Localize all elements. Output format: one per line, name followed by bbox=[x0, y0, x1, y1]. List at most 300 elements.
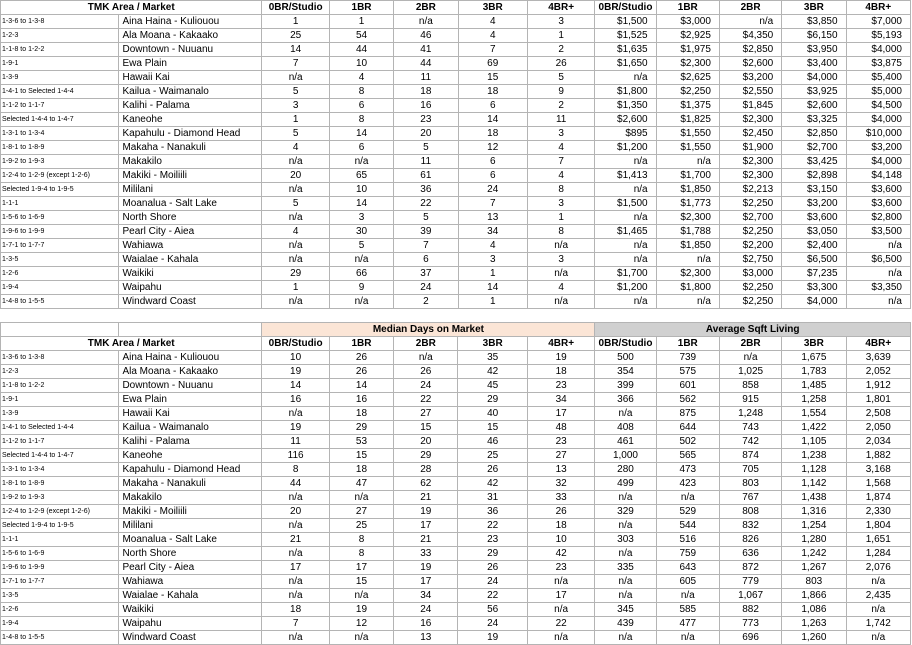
value-cell[interactable]: 39 bbox=[394, 225, 458, 239]
tmk-cell[interactable]: 1-7-1 to 1-7-7 bbox=[1, 575, 119, 589]
value-cell[interactable]: 575 bbox=[656, 365, 719, 379]
value-cell[interactable]: $3,600 bbox=[782, 211, 846, 225]
value-cell[interactable]: 1,801 bbox=[846, 393, 910, 407]
value-cell[interactable]: 18 bbox=[394, 85, 458, 99]
value-cell[interactable]: 7 bbox=[458, 43, 527, 57]
value-cell[interactable]: 3 bbox=[262, 99, 329, 113]
value-cell[interactable]: 743 bbox=[719, 421, 781, 435]
value-cell[interactable]: 11 bbox=[394, 155, 458, 169]
value-cell[interactable]: 22 bbox=[394, 393, 458, 407]
header-col[interactable]: 1BR bbox=[329, 337, 393, 351]
value-cell[interactable]: n/a bbox=[329, 295, 393, 309]
market-cell[interactable]: Pearl City - Aiea bbox=[119, 561, 262, 575]
value-cell[interactable]: 3 bbox=[527, 197, 594, 211]
header-col[interactable]: 3BR bbox=[782, 337, 846, 351]
value-cell[interactable]: 24 bbox=[394, 281, 458, 295]
value-cell[interactable]: 1 bbox=[527, 29, 594, 43]
value-cell[interactable]: 858 bbox=[719, 379, 781, 393]
value-cell[interactable]: n/a bbox=[262, 71, 329, 85]
value-cell[interactable]: $4,000 bbox=[846, 43, 910, 57]
header-col[interactable]: 0BR/Studio bbox=[595, 1, 656, 15]
value-cell[interactable]: 2,050 bbox=[846, 421, 910, 435]
value-cell[interactable]: n/a bbox=[595, 239, 656, 253]
value-cell[interactable]: 1,422 bbox=[782, 421, 846, 435]
value-cell[interactable]: 48 bbox=[527, 421, 594, 435]
tmk-cell[interactable]: 1-4-8 to 1-5-5 bbox=[1, 295, 119, 309]
market-cell[interactable]: Waipahu bbox=[119, 281, 262, 295]
value-cell[interactable]: 26 bbox=[329, 351, 393, 365]
value-cell[interactable]: 29 bbox=[262, 267, 329, 281]
tmk-cell[interactable]: 1-3-1 to 1-3-4 bbox=[1, 127, 119, 141]
value-cell[interactable]: n/a bbox=[262, 547, 329, 561]
value-cell[interactable]: $3,600 bbox=[846, 183, 910, 197]
value-cell[interactable]: n/a bbox=[719, 15, 781, 29]
value-cell[interactable]: 12 bbox=[458, 141, 527, 155]
value-cell[interactable]: 65 bbox=[329, 169, 393, 183]
value-cell[interactable]: 742 bbox=[719, 435, 781, 449]
value-cell[interactable]: 44 bbox=[394, 57, 458, 71]
value-cell[interactable]: 26 bbox=[458, 561, 527, 575]
value-cell[interactable]: 20 bbox=[262, 505, 329, 519]
value-cell[interactable]: 1,438 bbox=[782, 491, 846, 505]
value-cell[interactable]: $1,525 bbox=[595, 29, 656, 43]
value-cell[interactable]: 461 bbox=[595, 435, 656, 449]
value-cell[interactable]: $4,148 bbox=[846, 169, 910, 183]
value-cell[interactable]: 636 bbox=[719, 547, 781, 561]
value-cell[interactable]: 7 bbox=[394, 239, 458, 253]
value-cell[interactable]: 14 bbox=[329, 197, 393, 211]
value-cell[interactable]: n/a bbox=[329, 631, 393, 645]
market-cell[interactable]: Ala Moana - Kakaako bbox=[119, 365, 262, 379]
value-cell[interactable]: 14 bbox=[329, 379, 393, 393]
value-cell[interactable]: $2,250 bbox=[719, 281, 781, 295]
value-cell[interactable]: 21 bbox=[262, 533, 329, 547]
value-cell[interactable]: $2,625 bbox=[656, 71, 719, 85]
value-cell[interactable]: n/a bbox=[262, 183, 329, 197]
value-cell[interactable]: 33 bbox=[394, 547, 458, 561]
tmk-cell[interactable]: 1-2-4 to 1-2-9 (except 1-2-6) bbox=[1, 505, 119, 519]
value-cell[interactable]: n/a bbox=[527, 239, 594, 253]
value-cell[interactable]: 29 bbox=[458, 547, 527, 561]
value-cell[interactable]: 27 bbox=[527, 449, 594, 463]
value-cell[interactable]: 516 bbox=[656, 533, 719, 547]
tmk-cell[interactable]: 1-1-2 to 1-1-7 bbox=[1, 99, 119, 113]
value-cell[interactable]: n/a bbox=[262, 155, 329, 169]
tmk-cell[interactable]: 1-9-2 to 1-9-3 bbox=[1, 491, 119, 505]
value-cell[interactable]: $2,300 bbox=[719, 113, 781, 127]
value-cell[interactable]: 11 bbox=[262, 435, 329, 449]
value-cell[interactable]: 10 bbox=[262, 351, 329, 365]
value-cell[interactable]: 1,000 bbox=[595, 449, 656, 463]
market-cell[interactable]: Makaha - Nanakuli bbox=[119, 477, 262, 491]
value-cell[interactable]: 1,554 bbox=[782, 407, 846, 421]
value-cell[interactable]: 53 bbox=[329, 435, 393, 449]
market-cell[interactable]: Makakilo bbox=[119, 491, 262, 505]
value-cell[interactable]: 872 bbox=[719, 561, 781, 575]
value-cell[interactable]: 1 bbox=[262, 15, 329, 29]
value-cell[interactable]: 19 bbox=[527, 351, 594, 365]
tmk-cell[interactable]: 1-9-6 to 1-9-9 bbox=[1, 561, 119, 575]
value-cell[interactable]: 8 bbox=[262, 463, 329, 477]
value-cell[interactable]: 17 bbox=[329, 561, 393, 575]
value-cell[interactable]: $3,200 bbox=[782, 197, 846, 211]
value-cell[interactable]: 22 bbox=[394, 197, 458, 211]
market-cell[interactable]: Kalihi - Palama bbox=[119, 99, 262, 113]
market-cell[interactable]: Mililani bbox=[119, 183, 262, 197]
header-tmk-market[interactable]: TMK Area / Market bbox=[1, 1, 262, 15]
value-cell[interactable]: $6,150 bbox=[782, 29, 846, 43]
value-cell[interactable]: 882 bbox=[719, 603, 781, 617]
value-cell[interactable]: 18 bbox=[329, 463, 393, 477]
value-cell[interactable]: 3 bbox=[527, 253, 594, 267]
value-cell[interactable]: $1,500 bbox=[595, 15, 656, 29]
tmk-cell[interactable]: 1-3-5 bbox=[1, 253, 119, 267]
value-cell[interactable]: 29 bbox=[458, 393, 527, 407]
value-cell[interactable]: 2,435 bbox=[846, 589, 910, 603]
tmk-cell[interactable]: 1-1-1 bbox=[1, 533, 119, 547]
value-cell[interactable]: 14 bbox=[458, 281, 527, 295]
value-cell[interactable]: 1 bbox=[458, 295, 527, 309]
tmk-cell[interactable]: 1-1-8 to 1-2-2 bbox=[1, 379, 119, 393]
value-cell[interactable]: $3,600 bbox=[846, 197, 910, 211]
header-col[interactable]: 3BR bbox=[458, 1, 527, 15]
value-cell[interactable]: $1,975 bbox=[656, 43, 719, 57]
market-cell[interactable]: Waialae - Kahala bbox=[119, 589, 262, 603]
value-cell[interactable]: 14 bbox=[458, 113, 527, 127]
value-cell[interactable]: 345 bbox=[595, 603, 656, 617]
value-cell[interactable]: $2,400 bbox=[782, 239, 846, 253]
value-cell[interactable]: $3,325 bbox=[782, 113, 846, 127]
value-cell[interactable]: 3,639 bbox=[846, 351, 910, 365]
value-cell[interactable]: 1 bbox=[262, 281, 329, 295]
value-cell[interactable]: n/a bbox=[527, 267, 594, 281]
value-cell[interactable]: $3,300 bbox=[782, 281, 846, 295]
value-cell[interactable]: $4,500 bbox=[846, 99, 910, 113]
header-col[interactable]: 0BR/Studio bbox=[262, 1, 329, 15]
value-cell[interactable]: 1,675 bbox=[782, 351, 846, 365]
value-cell[interactable]: n/a bbox=[262, 295, 329, 309]
value-cell[interactable]: 22 bbox=[527, 617, 594, 631]
value-cell[interactable]: $1,413 bbox=[595, 169, 656, 183]
value-cell[interactable]: 408 bbox=[595, 421, 656, 435]
value-cell[interactable]: n/a bbox=[595, 491, 656, 505]
value-cell[interactable]: 20 bbox=[262, 169, 329, 183]
value-cell[interactable]: 1,316 bbox=[782, 505, 846, 519]
value-cell[interactable]: 26 bbox=[458, 463, 527, 477]
value-cell[interactable]: 1,260 bbox=[782, 631, 846, 645]
value-cell[interactable]: n/a bbox=[262, 589, 329, 603]
tmk-cell[interactable]: 1-4-1 to Selected 1-4-4 bbox=[1, 85, 119, 99]
value-cell[interactable]: 423 bbox=[656, 477, 719, 491]
value-cell[interactable]: $2,750 bbox=[719, 253, 781, 267]
value-cell[interactable]: 24 bbox=[458, 617, 527, 631]
tmk-cell[interactable]: 1-8-1 to 1-8-9 bbox=[1, 477, 119, 491]
value-cell[interactable]: 18 bbox=[329, 407, 393, 421]
value-cell[interactable]: 14 bbox=[329, 127, 393, 141]
value-cell[interactable]: 21 bbox=[394, 533, 458, 547]
market-cell[interactable]: Makiki - Moiliili bbox=[119, 505, 262, 519]
value-cell[interactable]: 15 bbox=[458, 71, 527, 85]
value-cell[interactable]: $3,350 bbox=[846, 281, 910, 295]
median-days-group-header[interactable]: Median Days on Market bbox=[262, 323, 595, 337]
market-cell[interactable]: Makiki - Moiliili bbox=[119, 169, 262, 183]
market-cell[interactable]: Pearl City - Aiea bbox=[119, 225, 262, 239]
value-cell[interactable]: 5 bbox=[527, 71, 594, 85]
value-cell[interactable]: 32 bbox=[527, 477, 594, 491]
value-cell[interactable]: $3,150 bbox=[782, 183, 846, 197]
tmk-cell[interactable]: 1-2-4 to 1-2-9 (except 1-2-6) bbox=[1, 169, 119, 183]
value-cell[interactable]: 696 bbox=[719, 631, 781, 645]
value-cell[interactable]: 25 bbox=[458, 449, 527, 463]
tmk-cell[interactable]: 1-9-4 bbox=[1, 281, 119, 295]
value-cell[interactable]: $2,550 bbox=[719, 85, 781, 99]
value-cell[interactable]: 6 bbox=[329, 141, 393, 155]
value-cell[interactable]: n/a bbox=[329, 155, 393, 169]
value-cell[interactable]: 6 bbox=[329, 99, 393, 113]
value-cell[interactable]: 1,248 bbox=[719, 407, 781, 421]
value-cell[interactable]: $2,250 bbox=[719, 295, 781, 309]
header-col[interactable]: 2BR bbox=[719, 337, 781, 351]
value-cell[interactable]: n/a bbox=[262, 631, 329, 645]
value-cell[interactable]: 1 bbox=[262, 113, 329, 127]
value-cell[interactable]: 502 bbox=[656, 435, 719, 449]
value-cell[interactable]: $1,900 bbox=[719, 141, 781, 155]
value-cell[interactable]: 12 bbox=[329, 617, 393, 631]
value-cell[interactable]: 23 bbox=[394, 113, 458, 127]
tmk-cell[interactable]: 1-3-6 to 1-3-8 bbox=[1, 15, 119, 29]
value-cell[interactable]: 26 bbox=[527, 57, 594, 71]
value-cell[interactable]: $5,000 bbox=[846, 85, 910, 99]
market-cell[interactable]: Kalihi - Palama bbox=[119, 435, 262, 449]
value-cell[interactable]: $1,550 bbox=[656, 127, 719, 141]
value-cell[interactable]: 19 bbox=[394, 561, 458, 575]
value-cell[interactable]: 1,280 bbox=[782, 533, 846, 547]
tmk-cell[interactable]: 1-4-1 to Selected 1-4-4 bbox=[1, 421, 119, 435]
tmk-cell[interactable]: 1-5-6 to 1-6-9 bbox=[1, 211, 119, 225]
market-cell[interactable]: Makaha - Nanakuli bbox=[119, 141, 262, 155]
value-cell[interactable]: 8 bbox=[329, 113, 393, 127]
value-cell[interactable]: 116 bbox=[262, 449, 329, 463]
value-cell[interactable]: 17 bbox=[262, 561, 329, 575]
value-cell[interactable]: n/a bbox=[527, 575, 594, 589]
value-cell[interactable]: 3,168 bbox=[846, 463, 910, 477]
value-cell[interactable]: 1,568 bbox=[846, 477, 910, 491]
value-cell[interactable]: $1,800 bbox=[656, 281, 719, 295]
value-cell[interactable]: $4,000 bbox=[846, 113, 910, 127]
market-cell[interactable]: Waikiki bbox=[119, 267, 262, 281]
value-cell[interactable]: 1,804 bbox=[846, 519, 910, 533]
value-cell[interactable]: 7 bbox=[458, 197, 527, 211]
tmk-cell[interactable]: 1-5-6 to 1-6-9 bbox=[1, 547, 119, 561]
value-cell[interactable]: 17 bbox=[527, 407, 594, 421]
value-cell[interactable]: 18 bbox=[458, 127, 527, 141]
value-cell[interactable]: 6 bbox=[458, 155, 527, 169]
value-cell[interactable]: 19 bbox=[458, 631, 527, 645]
value-cell[interactable]: 4 bbox=[458, 15, 527, 29]
value-cell[interactable]: 1,105 bbox=[782, 435, 846, 449]
value-cell[interactable]: n/a bbox=[262, 407, 329, 421]
value-cell[interactable]: $1,850 bbox=[656, 239, 719, 253]
value-cell[interactable]: n/a bbox=[595, 407, 656, 421]
value-cell[interactable]: 11 bbox=[527, 113, 594, 127]
value-cell[interactable]: $6,500 bbox=[782, 253, 846, 267]
market-cell[interactable]: Waialae - Kahala bbox=[119, 253, 262, 267]
value-cell[interactable]: 779 bbox=[719, 575, 781, 589]
value-cell[interactable]: 24 bbox=[458, 575, 527, 589]
value-cell[interactable]: n/a bbox=[595, 295, 656, 309]
value-cell[interactable]: n/a bbox=[846, 239, 910, 253]
value-cell[interactable]: 1,067 bbox=[719, 589, 781, 603]
value-cell[interactable]: $2,250 bbox=[656, 85, 719, 99]
value-cell[interactable]: 26 bbox=[329, 365, 393, 379]
market-cell[interactable]: Kapahulu - Diamond Head bbox=[119, 463, 262, 477]
value-cell[interactable]: n/a bbox=[394, 351, 458, 365]
value-cell[interactable]: $1,635 bbox=[595, 43, 656, 57]
value-cell[interactable]: 529 bbox=[656, 505, 719, 519]
value-cell[interactable]: 329 bbox=[595, 505, 656, 519]
value-cell[interactable]: n/a bbox=[595, 631, 656, 645]
value-cell[interactable]: 1,866 bbox=[782, 589, 846, 603]
value-cell[interactable]: 8 bbox=[329, 533, 393, 547]
tmk-cell[interactable]: 1-9-1 bbox=[1, 393, 119, 407]
value-cell[interactable]: $1,773 bbox=[656, 197, 719, 211]
value-cell[interactable]: 7 bbox=[262, 617, 329, 631]
header-col[interactable]: 2BR bbox=[394, 337, 458, 351]
header-col[interactable]: 4BR+ bbox=[527, 1, 594, 15]
value-cell[interactable]: 1 bbox=[458, 267, 527, 281]
market-cell[interactable]: North Shore bbox=[119, 547, 262, 561]
value-cell[interactable]: 7 bbox=[262, 57, 329, 71]
value-cell[interactable]: 34 bbox=[458, 225, 527, 239]
value-cell[interactable]: 354 bbox=[595, 365, 656, 379]
value-cell[interactable]: n/a bbox=[656, 155, 719, 169]
value-cell[interactable]: n/a bbox=[329, 491, 393, 505]
value-cell[interactable]: 1,267 bbox=[782, 561, 846, 575]
value-cell[interactable]: 4 bbox=[329, 71, 393, 85]
value-cell[interactable]: $3,000 bbox=[656, 15, 719, 29]
value-cell[interactable]: 2 bbox=[394, 295, 458, 309]
value-cell[interactable]: 4 bbox=[527, 169, 594, 183]
value-cell[interactable]: n/a bbox=[846, 575, 910, 589]
header-col[interactable]: 3BR bbox=[458, 337, 527, 351]
value-cell[interactable]: 2,076 bbox=[846, 561, 910, 575]
value-cell[interactable]: 14 bbox=[262, 379, 329, 393]
value-cell[interactable]: 605 bbox=[656, 575, 719, 589]
header-col[interactable]: 1BR bbox=[656, 1, 719, 15]
value-cell[interactable]: 1,284 bbox=[846, 547, 910, 561]
market-cell[interactable]: Kapahulu - Diamond Head bbox=[119, 127, 262, 141]
value-cell[interactable]: 5 bbox=[394, 141, 458, 155]
value-cell[interactable]: $1,800 bbox=[595, 85, 656, 99]
value-cell[interactable]: 56 bbox=[458, 603, 527, 617]
value-cell[interactable]: $3,500 bbox=[846, 225, 910, 239]
header-col[interactable]: 4BR+ bbox=[846, 1, 910, 15]
value-cell[interactable]: n/a bbox=[262, 575, 329, 589]
value-cell[interactable]: n/a bbox=[527, 603, 594, 617]
value-cell[interactable]: 1,874 bbox=[846, 491, 910, 505]
value-cell[interactable]: n/a bbox=[527, 631, 594, 645]
value-cell[interactable]: n/a bbox=[595, 547, 656, 561]
header-col[interactable]: 1BR bbox=[329, 1, 393, 15]
value-cell[interactable]: 565 bbox=[656, 449, 719, 463]
value-cell[interactable]: 18 bbox=[527, 519, 594, 533]
value-cell[interactable]: n/a bbox=[846, 295, 910, 309]
value-cell[interactable]: $1,825 bbox=[656, 113, 719, 127]
value-cell[interactable]: $7,000 bbox=[846, 15, 910, 29]
value-cell[interactable]: 759 bbox=[656, 547, 719, 561]
value-cell[interactable]: 26 bbox=[394, 365, 458, 379]
value-cell[interactable]: n/a bbox=[527, 295, 594, 309]
value-cell[interactable]: 44 bbox=[329, 43, 393, 57]
value-cell[interactable]: n/a bbox=[846, 267, 910, 281]
value-cell[interactable]: 1,258 bbox=[782, 393, 846, 407]
value-cell[interactable]: 27 bbox=[329, 505, 393, 519]
value-cell[interactable]: 9 bbox=[329, 281, 393, 295]
market-cell[interactable]: Makakilo bbox=[119, 155, 262, 169]
value-cell[interactable]: 5 bbox=[262, 85, 329, 99]
tmk-cell[interactable]: 1-8-1 to 1-8-9 bbox=[1, 141, 119, 155]
value-cell[interactable]: 601 bbox=[656, 379, 719, 393]
value-cell[interactable]: 62 bbox=[394, 477, 458, 491]
value-cell[interactable]: $2,213 bbox=[719, 183, 781, 197]
value-cell[interactable]: n/a bbox=[656, 253, 719, 267]
value-cell[interactable]: 803 bbox=[719, 477, 781, 491]
value-cell[interactable]: 11 bbox=[394, 71, 458, 85]
value-cell[interactable]: $3,050 bbox=[782, 225, 846, 239]
value-cell[interactable]: $3,850 bbox=[782, 15, 846, 29]
value-cell[interactable]: $3,925 bbox=[782, 85, 846, 99]
value-cell[interactable]: 335 bbox=[595, 561, 656, 575]
value-cell[interactable]: 16 bbox=[262, 393, 329, 407]
value-cell[interactable]: 2,508 bbox=[846, 407, 910, 421]
header-col[interactable]: 2BR bbox=[719, 1, 781, 15]
header-tmk-market[interactable]: TMK Area / Market bbox=[1, 337, 262, 351]
value-cell[interactable]: 24 bbox=[394, 603, 458, 617]
value-cell[interactable]: n/a bbox=[595, 519, 656, 533]
market-cell[interactable]: Wahiawa bbox=[119, 239, 262, 253]
value-cell[interactable]: n/a bbox=[595, 575, 656, 589]
value-cell[interactable]: $2,450 bbox=[719, 127, 781, 141]
value-cell[interactable]: 2,052 bbox=[846, 365, 910, 379]
header-col[interactable]: 4BR+ bbox=[527, 337, 594, 351]
header-col[interactable]: 1BR bbox=[656, 337, 719, 351]
value-cell[interactable]: n/a bbox=[262, 253, 329, 267]
value-cell[interactable]: $1,350 bbox=[595, 99, 656, 113]
value-cell[interactable]: 739 bbox=[656, 351, 719, 365]
value-cell[interactable]: 1 bbox=[329, 15, 393, 29]
value-cell[interactable]: 17 bbox=[394, 519, 458, 533]
value-cell[interactable]: n/a bbox=[595, 211, 656, 225]
value-cell[interactable]: 14 bbox=[262, 43, 329, 57]
value-cell[interactable]: 280 bbox=[595, 463, 656, 477]
value-cell[interactable]: 69 bbox=[458, 57, 527, 71]
value-cell[interactable]: 46 bbox=[394, 29, 458, 43]
value-cell[interactable]: $2,800 bbox=[846, 211, 910, 225]
value-cell[interactable]: 41 bbox=[394, 43, 458, 57]
value-cell[interactable]: 19 bbox=[394, 505, 458, 519]
value-cell[interactable]: 8 bbox=[527, 225, 594, 239]
blank-cell[interactable] bbox=[119, 323, 262, 337]
value-cell[interactable]: 19 bbox=[329, 603, 393, 617]
value-cell[interactable]: 66 bbox=[329, 267, 393, 281]
value-cell[interactable]: 1,086 bbox=[782, 603, 846, 617]
tmk-cell[interactable]: 1-9-6 to 1-9-9 bbox=[1, 225, 119, 239]
tmk-cell[interactable]: 1-9-2 to 1-9-3 bbox=[1, 155, 119, 169]
value-cell[interactable]: $2,300 bbox=[656, 211, 719, 225]
value-cell[interactable]: 29 bbox=[394, 449, 458, 463]
value-cell[interactable]: 2 bbox=[527, 99, 594, 113]
market-cell[interactable]: Waikiki bbox=[119, 603, 262, 617]
